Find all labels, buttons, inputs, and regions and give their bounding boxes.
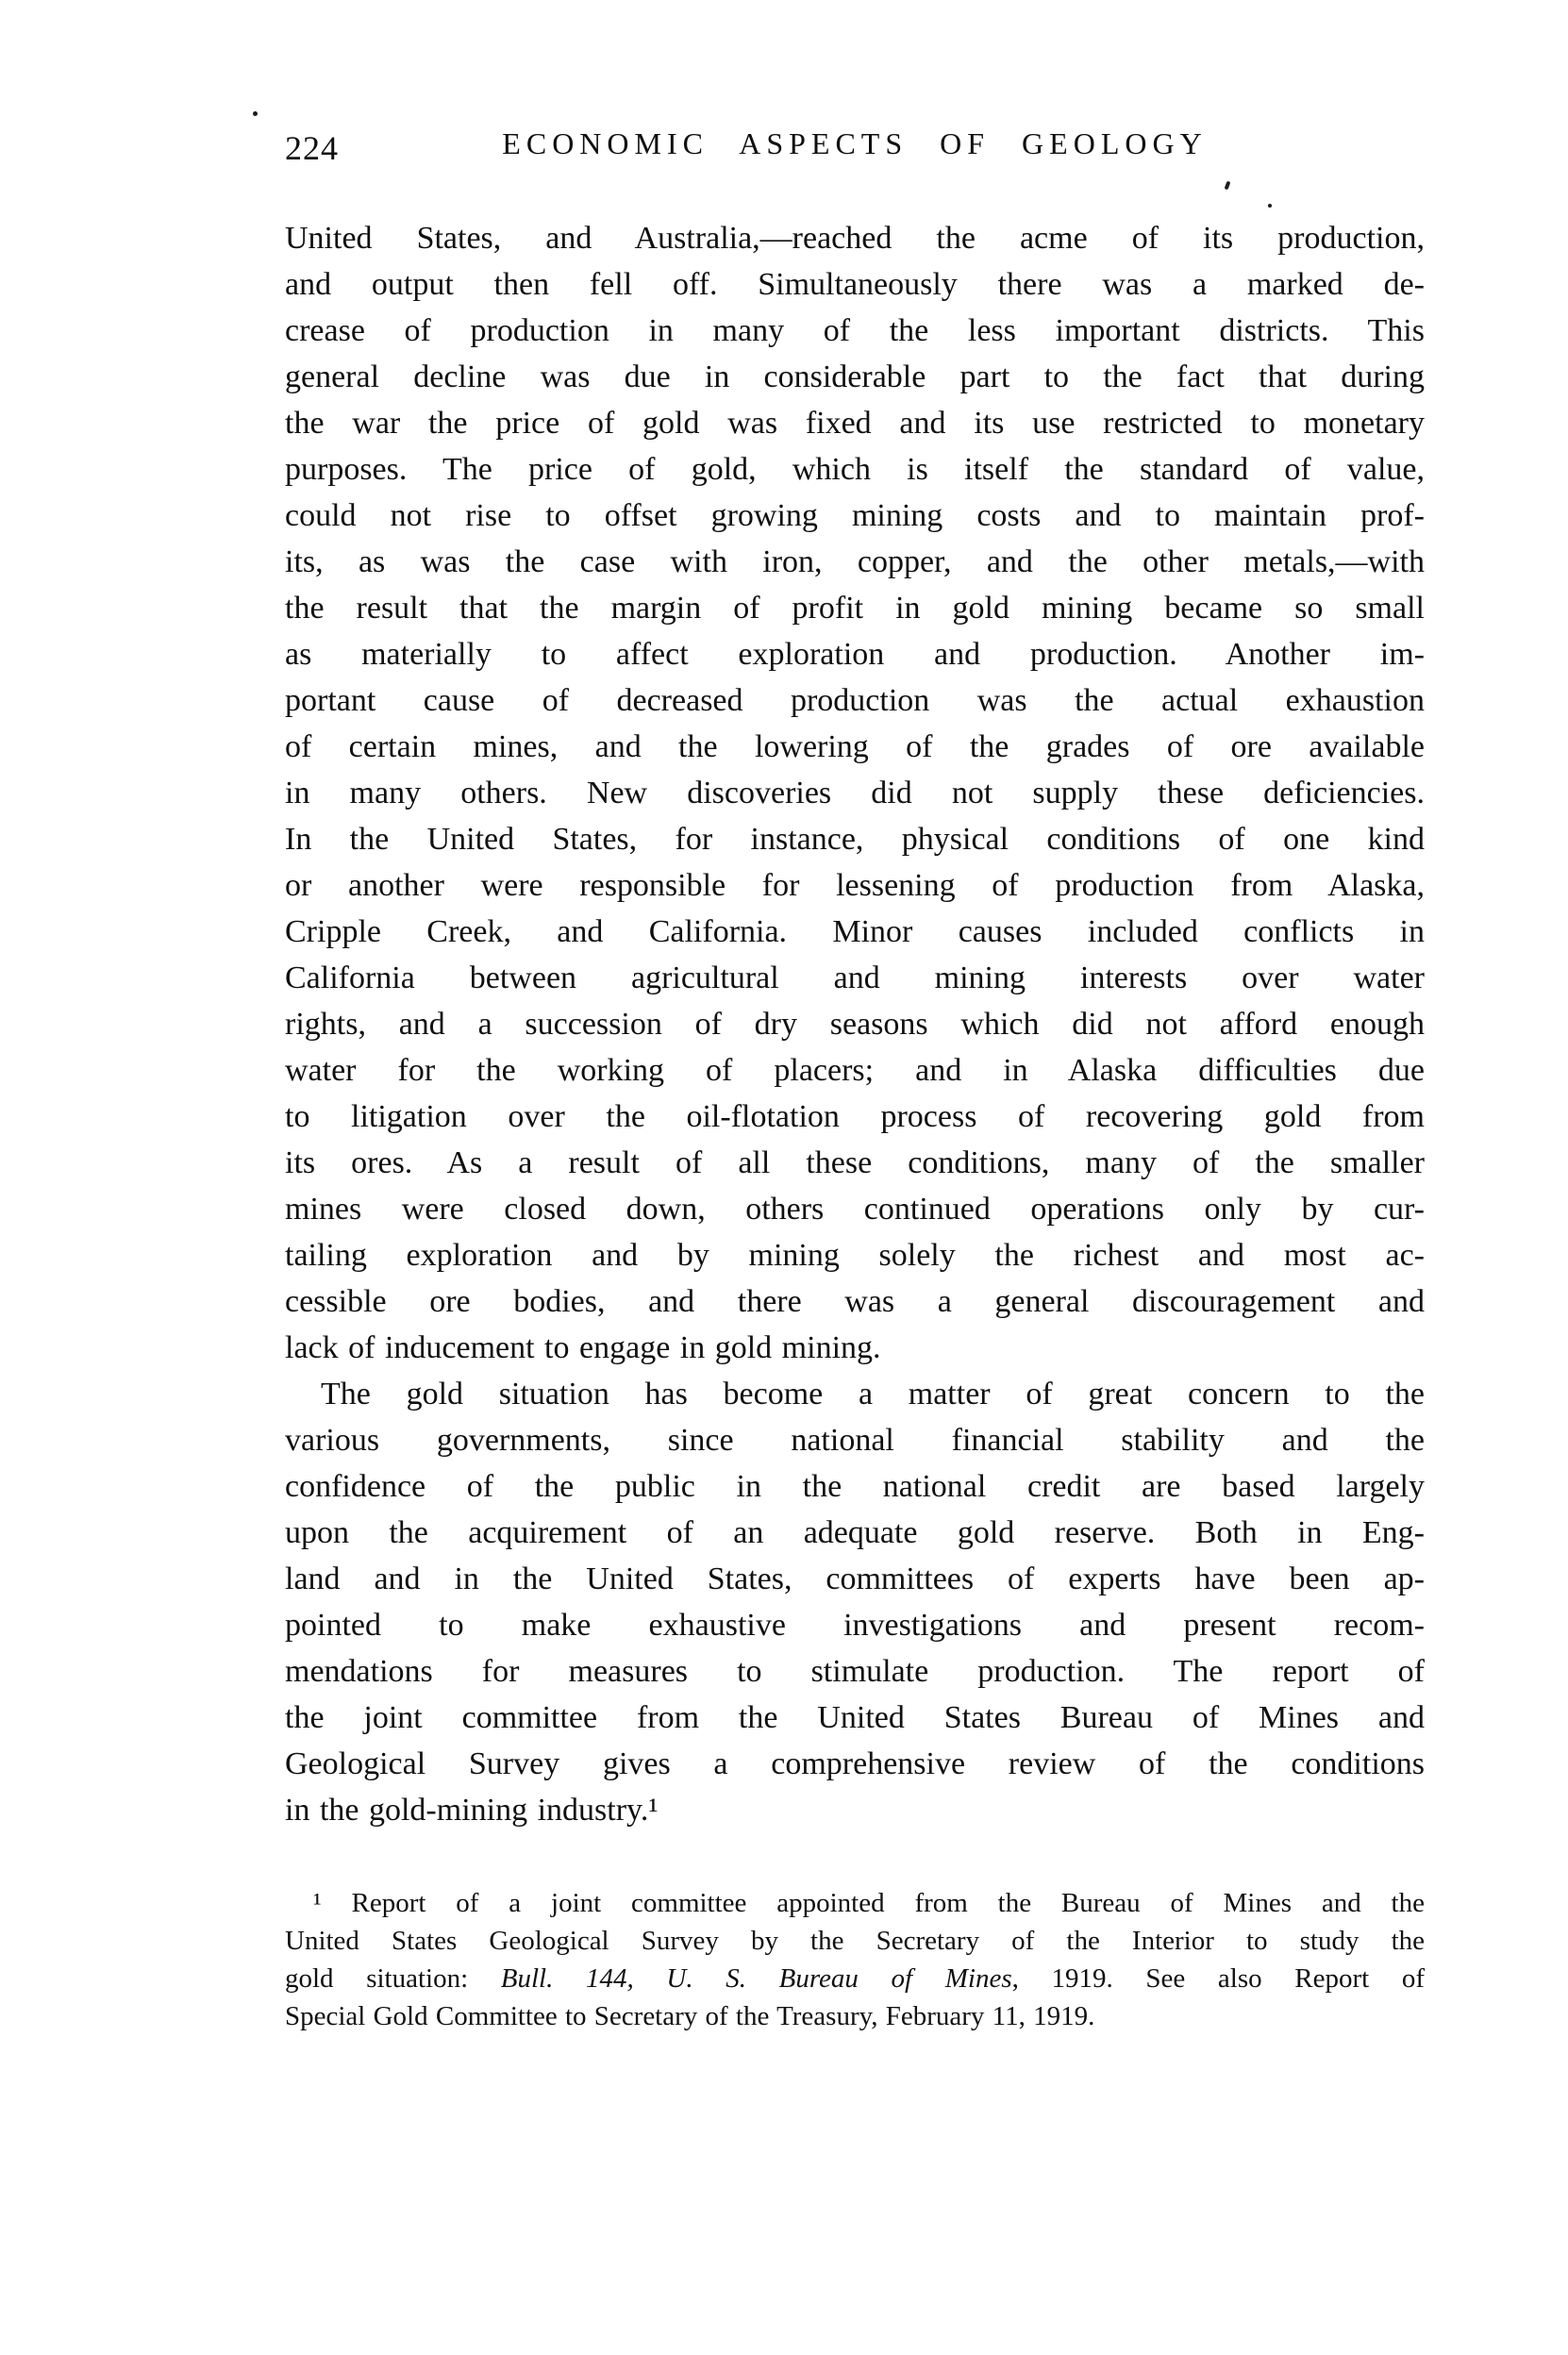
text-line: United States Geological Survey by the Secretary of the Interior to study the [285, 1926, 1425, 1956]
text-line: or another were responsible for lessening of production from Alaska, [285, 868, 1425, 903]
paragraph-gold-situation [285, 1371, 1425, 1833]
text-line: confidence of the public in the national credit are based largely [285, 1469, 1425, 1504]
text-line: mendations for measures to stimulate production. The report of [285, 1654, 1425, 1689]
text-line: California between agricultural and mining interests over water [285, 960, 1425, 995]
text-line: gold situation: Bull. 144, U. S. Bureau of Mines, 1919. See also Report of [285, 1963, 1425, 1994]
text-line: the joint committee from the United States Bureau of Mines and [285, 1700, 1425, 1735]
text-line: pointed to make exhaustive investigations and present recom- [285, 1608, 1425, 1643]
text-line: cessible ore bodies, and there was a general discouragement and [285, 1284, 1425, 1319]
text-line: ¹ Report of a joint committee appointed from the Bureau of Mines and the [313, 1888, 1425, 1918]
text-line: water for the working of placers; and in Alaska difficulties due [285, 1053, 1425, 1088]
scan-speck [1225, 181, 1231, 191]
text-line: The gold situation has become a matter of great concern to the [321, 1377, 1425, 1411]
text-line: Cripple Creek, and California. Minor causes included conflicts in [285, 914, 1425, 949]
text-line: various governments, since national financial stability and the [285, 1423, 1425, 1458]
text-line: its ores. As a result of all these conditions, many of the smaller [285, 1145, 1425, 1180]
text-line: Geological Survey gives a comprehensive review of the conditions [285, 1746, 1425, 1781]
text-line: and output then fell off. Simultaneously there was a marked de- [285, 267, 1425, 302]
text-line: the war the price of gold was fixed and its use restricted to monetary [285, 406, 1425, 441]
paragraph-continued [285, 215, 1425, 1371]
running-title: ECONOMIC ASPECTS OF GEOLOGY [502, 126, 1208, 160]
text-line: In the United States, for instance, physical conditions of one kind [285, 822, 1425, 857]
text-line: lack of inducement to engage in gold mining. [285, 1330, 881, 1365]
text-line: portant cause of decreased production was the actual exhaustion [285, 683, 1425, 718]
scan-speck [1268, 204, 1272, 208]
footnote [285, 1884, 1425, 2035]
text-line: purposes. The price of gold, which is itself the standard of value, [285, 452, 1425, 487]
text-line: its, as was the case with iron, copper, and the other metals,—with [285, 544, 1425, 579]
text-line: rights, and a succession of dry seasons which did not afford enough [285, 1007, 1425, 1042]
page-number: 224 [285, 129, 339, 167]
text-line: of certain mines, and the lowering of the grades of ore available [285, 729, 1425, 764]
text-line: tailing exploration and by mining solely the richest and most ac- [285, 1238, 1425, 1273]
text-line: Special Gold Committee to Secretary of the Treasury, February 11, 1919. [285, 2001, 1095, 2031]
text-line: to litigation over the oil-flotation process of recovering gold from [285, 1099, 1425, 1134]
text-line: general decline was due in considerable part to the fact that during [285, 359, 1425, 394]
text-line: as materially to affect exploration and production. Another im- [285, 637, 1425, 672]
text-line: the result that the margin of profit in gold mining became so small [285, 591, 1425, 626]
running-head [285, 126, 1425, 168]
text-block [285, 215, 1425, 2035]
text-line: could not rise to offset growing mining costs and to maintain prof- [285, 498, 1425, 533]
text-line: in many others. New discoveries did not supply these deficiencies. [285, 776, 1425, 810]
text-line: upon the acquirement of an adequate gold reserve. Both in Eng- [285, 1515, 1425, 1550]
text-line: United States, and Australia,—reached the acme of its production, [285, 221, 1425, 256]
text-line: crease of production in many of the less important districts. This [285, 313, 1425, 348]
text-line: mines were closed down, others continued operations only by cur- [285, 1192, 1425, 1227]
text-line: in the gold-mining industry.¹ [285, 1793, 659, 1828]
text-line: land and in the United States, committees of experts have been ap- [285, 1562, 1425, 1596]
scan-speck [253, 111, 258, 116]
